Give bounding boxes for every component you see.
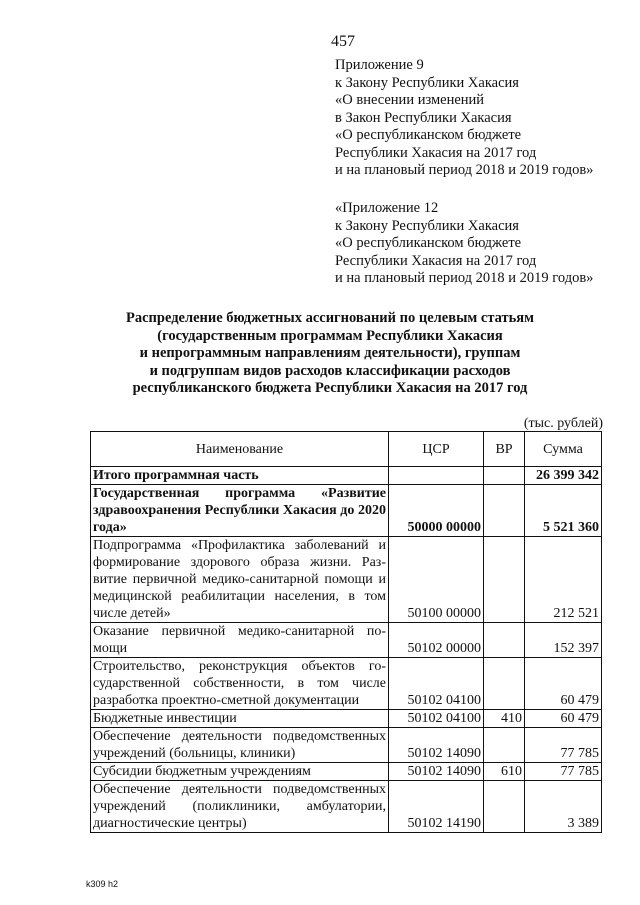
cell-sum: 77 785 bbox=[525, 728, 602, 763]
table-body bbox=[91, 467, 602, 833]
annex-line: и на плановый период 2018 и 2019 годов» bbox=[335, 270, 594, 286]
annex-line: «О республиканском бюджете bbox=[335, 127, 522, 143]
units-label: (тыс. рублей) bbox=[523, 416, 603, 431]
cell-sum: 152 397 bbox=[525, 623, 602, 658]
title-line: и подгруппам видов расходов классификации расходов bbox=[149, 362, 511, 379]
annex-line: Приложение 9 bbox=[335, 57, 424, 73]
annex-line: к Закону Республики Хакасия bbox=[335, 74, 519, 91]
cell-csr bbox=[389, 467, 484, 485]
title-line: и непрограммным направлениям деятельности), группам bbox=[139, 345, 521, 361]
cell-vr bbox=[484, 658, 525, 710]
cell-csr: 50100 00000 bbox=[389, 537, 484, 623]
table-row bbox=[91, 623, 602, 658]
cell-vr bbox=[484, 623, 525, 658]
table-row bbox=[91, 537, 602, 623]
cell-name: Итого программная часть bbox=[91, 467, 389, 485]
cell-csr: 50102 04100 bbox=[389, 658, 484, 710]
cell-vr bbox=[484, 728, 525, 763]
annex-top-block bbox=[335, 57, 593, 180]
cell-vr bbox=[484, 537, 525, 623]
cell-csr: 50000 00000 bbox=[389, 485, 484, 537]
annex-line: «О республиканском бюджете bbox=[335, 235, 522, 251]
cell-csr: 50102 04100 bbox=[389, 710, 484, 728]
cell-csr: 50102 14190 bbox=[389, 781, 484, 833]
annex-second-block bbox=[335, 200, 593, 288]
cell-csr: 50102 14090 bbox=[389, 728, 484, 763]
cell-csr: 50102 14090 bbox=[389, 763, 484, 781]
annex-line: Республики Хакасия на 2017 год bbox=[335, 252, 537, 269]
header-vr: ВР bbox=[484, 432, 525, 467]
title-line: (государственным программам Республики Хакасия bbox=[157, 327, 503, 344]
cell-name: Субсидии бюджетным учреждениям bbox=[91, 763, 389, 781]
table-row bbox=[91, 485, 602, 537]
annex-line: «О внесении изменений bbox=[335, 92, 485, 108]
cell-sum: 212 521 bbox=[525, 537, 602, 623]
cell-vr: 610 bbox=[484, 763, 525, 781]
budget-table bbox=[90, 431, 602, 833]
page-number: 457 bbox=[331, 33, 355, 50]
annex-line: к Закону Республики Хакасия bbox=[335, 217, 519, 234]
cell-name: Обеспечение деятельности подведомственных учреждений (больницы, клиники) bbox=[91, 728, 389, 763]
cell-csr: 50102 00000 bbox=[389, 623, 484, 658]
header-csr: ЦСР bbox=[389, 432, 484, 467]
cell-name: Подпрограмма «Профилактика заболеваний и формирование здорового образа жизни. Развитие первичной медико-санитарной помощи и медицинской реабилитации населения, в том числе детей» bbox=[91, 537, 389, 623]
cell-vr bbox=[484, 485, 525, 537]
cell-sum: 77 785 bbox=[525, 763, 602, 781]
table-row bbox=[91, 728, 602, 763]
table-row bbox=[91, 763, 602, 781]
cell-name: Обеспечение деятельности подведомственных учреждений (поликлиники, амбулатории, диагностические центры) bbox=[91, 781, 389, 833]
table-row bbox=[91, 710, 602, 728]
cell-name: Строительство, реконструкция объектов государственной собственности, в том числе разработка проектно-сметной документации bbox=[91, 658, 389, 710]
header-sum: Сумма bbox=[525, 432, 602, 467]
title-line: Распределение бюджетных ассигнований по целевым статьям bbox=[125, 310, 535, 326]
cell-name: Государственная программа «Развитие здравоохранения Республики Хакасия до 2020 года» bbox=[91, 485, 389, 537]
cell-sum: 5 521 360 bbox=[525, 485, 602, 537]
cell-vr bbox=[484, 467, 525, 485]
annex-line: Республики Хакасия на 2017 год bbox=[335, 144, 537, 161]
annex-line: и на плановый период 2018 и 2019 годов» bbox=[335, 162, 594, 178]
cell-sum: 60 479 bbox=[525, 710, 602, 728]
annex-line: в Закон Республики Хакасия bbox=[335, 109, 512, 126]
title-line: республиканского бюджета Республики Хакасия на 2017 год bbox=[132, 380, 528, 396]
cell-name: Бюджетные инвестиции bbox=[91, 710, 389, 728]
cell-sum: 60 479 bbox=[525, 658, 602, 710]
cell-vr: 410 bbox=[484, 710, 525, 728]
cell-sum: 3 389 bbox=[525, 781, 602, 833]
document-title bbox=[60, 310, 600, 398]
cell-sum: 26 399 342 bbox=[525, 467, 602, 485]
header-name: Наименование bbox=[91, 432, 389, 467]
footer-code: k309 h2 bbox=[86, 879, 119, 889]
cell-name: Оказание первичной медико-санитарной помощи bbox=[91, 623, 389, 658]
cell-vr bbox=[484, 781, 525, 833]
table-header-row bbox=[91, 432, 602, 467]
table-row bbox=[91, 658, 602, 710]
table-row bbox=[91, 781, 602, 833]
table-row bbox=[91, 467, 602, 485]
annex-line: «Приложение 12 bbox=[335, 200, 439, 216]
